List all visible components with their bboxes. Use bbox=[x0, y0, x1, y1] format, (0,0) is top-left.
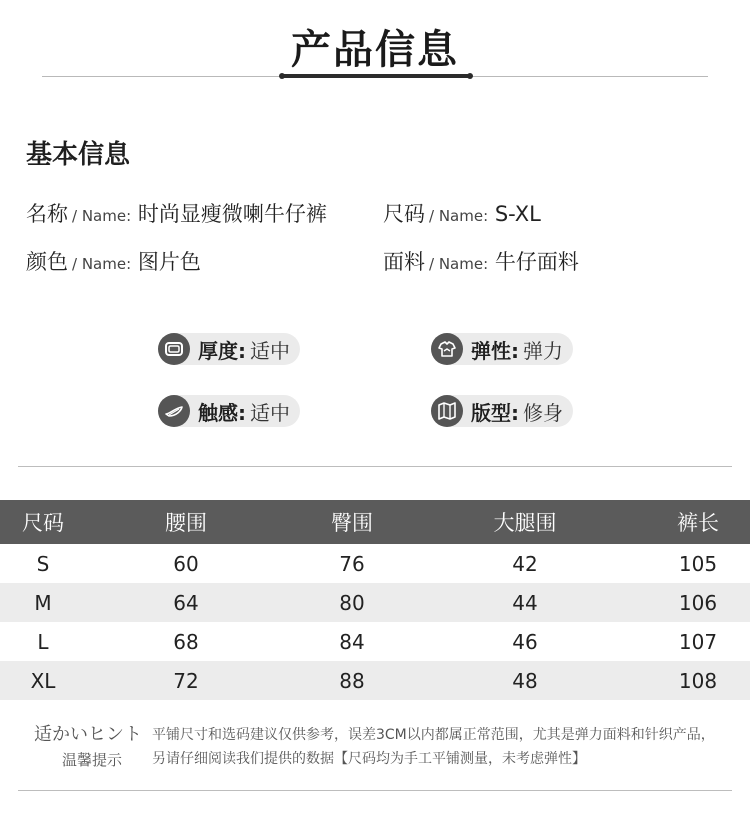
attr-thickness bbox=[158, 333, 300, 365]
info-size bbox=[383, 198, 541, 228]
table-header-row bbox=[0, 500, 750, 544]
table-cell: 106 bbox=[678, 590, 718, 615]
fabric-thickness-icon bbox=[158, 333, 190, 365]
attr-value: 弹力 bbox=[523, 338, 563, 363]
attr-label: 弹性: bbox=[471, 338, 519, 363]
table-cell: 76 bbox=[339, 551, 365, 576]
table-cell: XL bbox=[30, 668, 56, 693]
info-color bbox=[26, 246, 201, 276]
info-fabric bbox=[383, 246, 579, 276]
info-name bbox=[26, 198, 327, 228]
table-row bbox=[0, 622, 750, 661]
section-divider bbox=[18, 466, 732, 467]
table-cell: 72 bbox=[173, 668, 199, 693]
info-key: 面料 bbox=[383, 250, 425, 274]
attr-value: 修身 bbox=[523, 400, 563, 425]
attr-label: 触感: bbox=[198, 400, 246, 425]
info-sub-label: / Name: bbox=[429, 255, 489, 273]
attr-touch bbox=[158, 395, 300, 427]
table-header-cell: 尺码 bbox=[22, 511, 64, 535]
title-underline-bar bbox=[283, 74, 469, 78]
info-value: 牛仔面料 bbox=[494, 250, 579, 274]
table-cell: 80 bbox=[339, 590, 365, 615]
table-header-cell: 臀围 bbox=[331, 511, 373, 535]
attr-label: 版型: bbox=[471, 400, 519, 425]
info-key: 名称 bbox=[26, 202, 68, 226]
tip-text-line-2: 另请仔细阅读我们提供的数据【尺码均为手工平铺测量，未考虑弹性】 bbox=[152, 751, 586, 767]
info-key: 尺码 bbox=[383, 202, 425, 226]
table-cell: L bbox=[37, 629, 49, 654]
table-cell: 44 bbox=[512, 590, 538, 615]
title-dot-right bbox=[467, 73, 473, 79]
section-title-basic-info: 基本信息 bbox=[26, 140, 131, 170]
table-cell: 88 bbox=[339, 668, 365, 693]
tip-text-line-1: 平铺尺寸和选码建议仅供参考，误差3CM以内都属正常范围，尤其是弹力面料和针织产品， bbox=[152, 727, 715, 743]
info-key: 颜色 bbox=[26, 250, 68, 274]
info-value: 时尚显瘦微喇牛仔裤 bbox=[137, 202, 327, 226]
attr-value: 适中 bbox=[250, 338, 290, 363]
attr-elasticity bbox=[431, 333, 573, 365]
table-header-cell: 裤长 bbox=[677, 511, 719, 535]
table-cell: 60 bbox=[173, 551, 199, 576]
table-header-cell: 腰围 bbox=[165, 511, 207, 535]
table-row bbox=[0, 544, 750, 583]
table-row bbox=[0, 661, 750, 700]
table-cell: M bbox=[34, 590, 52, 615]
table-cell: 105 bbox=[678, 551, 718, 576]
bottom-divider bbox=[18, 790, 732, 791]
info-sub-label: / Name: bbox=[72, 207, 132, 225]
fold-map-icon bbox=[431, 395, 463, 427]
page-title: 产品信息 bbox=[291, 26, 459, 73]
table-cell: 68 bbox=[173, 629, 199, 654]
elastic-shirt-icon bbox=[431, 333, 463, 365]
size-table bbox=[0, 500, 750, 700]
table-header-cell: 大腿围 bbox=[493, 511, 557, 535]
table-cell: 42 bbox=[512, 551, 538, 576]
table-cell: 108 bbox=[678, 668, 718, 693]
tip-label-ja: 适かいヒント bbox=[34, 724, 142, 745]
info-value: S-XL bbox=[494, 202, 541, 226]
table-cell: S bbox=[36, 551, 50, 576]
table-cell: 48 bbox=[512, 668, 538, 693]
info-value: 图片色 bbox=[137, 250, 201, 274]
tip-label-cn: 温馨提示 bbox=[62, 751, 123, 769]
table-row bbox=[0, 583, 750, 622]
feather-touch-icon bbox=[158, 395, 190, 427]
attr-value: 适中 bbox=[250, 400, 290, 425]
title-dot-left bbox=[279, 73, 285, 79]
attr-label: 厚度: bbox=[198, 338, 246, 363]
table-cell: 107 bbox=[678, 629, 718, 654]
info-sub-label: / Name: bbox=[429, 207, 489, 225]
attr-fit bbox=[431, 395, 573, 427]
table-cell: 84 bbox=[339, 629, 365, 654]
table-cell: 46 bbox=[512, 629, 538, 654]
info-sub-label: / Name: bbox=[72, 255, 132, 273]
table-cell: 64 bbox=[173, 590, 199, 615]
